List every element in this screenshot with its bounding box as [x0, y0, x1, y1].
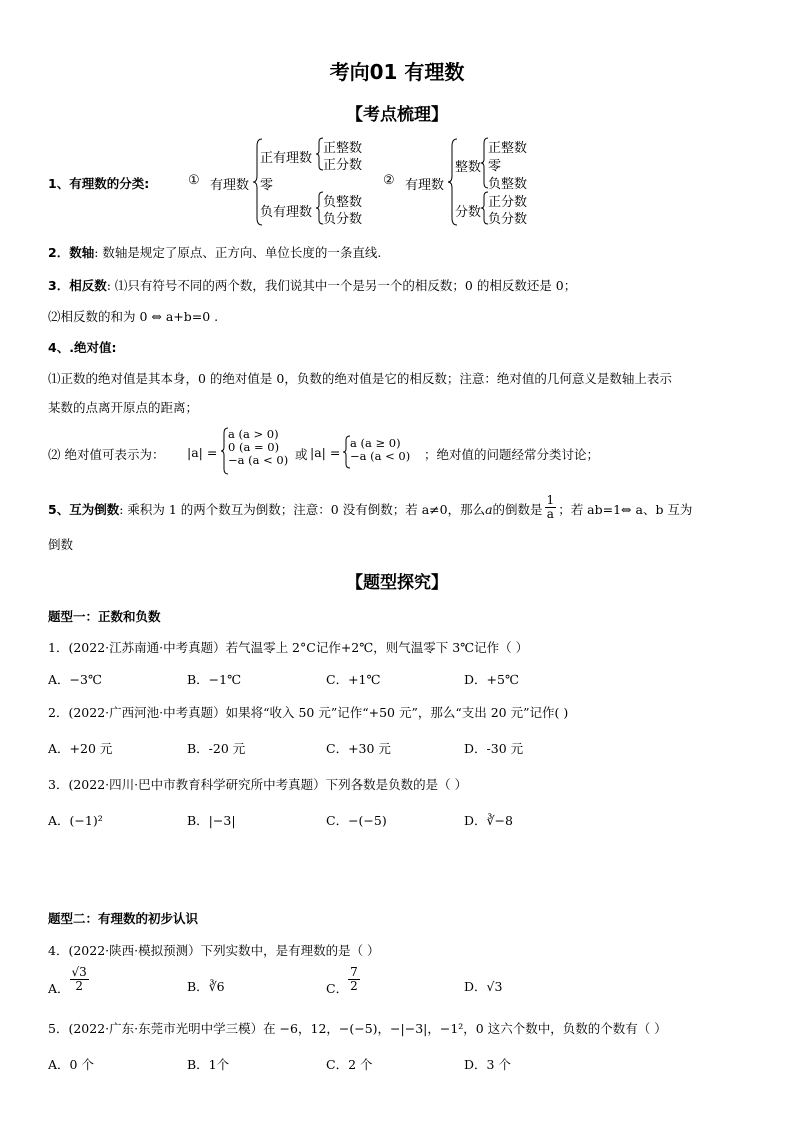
tree1-neg-int: 负整数	[323, 195, 363, 210]
q1-option-b[interactable]: B．−1℃	[187, 672, 242, 687]
q2-option-a[interactable]: A．+20 元	[48, 741, 113, 756]
q4-option-c-fraction	[348, 966, 360, 993]
tree1-pos: 正有理数	[260, 151, 313, 166]
fraction-denominator: a	[546, 507, 554, 521]
item-2-label: 2．数轴	[48, 245, 95, 260]
q2-option-d[interactable]: D．-30 元	[464, 741, 524, 756]
tree1-neg: 负有理数	[260, 205, 313, 220]
q4-option-a[interactable]	[48, 965, 89, 996]
item-5	[48, 493, 693, 524]
q1-option-a[interactable]: A．−3℃	[48, 672, 102, 687]
q4-option-c[interactable]	[326, 965, 360, 996]
item-4-line1: ⑴正数的绝对值是其本身，0 的绝对值是 0，负数的绝对值是它的相反数；注意：绝对值的几何意义是数轴上表示	[48, 371, 672, 386]
q2-option-b[interactable]: B．-20 元	[187, 741, 246, 756]
type2-title: 题型二：有理数的初步认识	[48, 911, 199, 926]
item-4-line3-post: ；绝对值的问题经常分类讨论；	[424, 447, 600, 462]
q4-option-a-label: A．	[48, 981, 70, 996]
tree2-root: 有理数	[405, 178, 445, 193]
q3-option-c[interactable]: C．−(−5)	[326, 813, 387, 828]
tree2-pos-int: 正整数	[488, 141, 528, 156]
fraction-numerator: 1	[546, 493, 555, 507]
tree2-neg-int: 负整数	[488, 177, 528, 192]
case1-row-2: 0 (a = 0)	[228, 440, 280, 454]
abs-a-1: |a| =	[187, 445, 218, 460]
tree1-pos-int: 正整数	[323, 141, 363, 156]
case1-row-3: −a (a < 0)	[228, 453, 289, 467]
q5-option-c[interactable]: C．2 个	[326, 1057, 373, 1072]
q3-stem: 3．(2022·四川·巴中市教育科学研究所中考真题）下列各数是负数的是（ ）	[48, 777, 468, 792]
q4-option-a-den: 2	[75, 979, 83, 993]
type1-title: 题型一：正数和负数	[48, 609, 161, 624]
q4-stem: 4．(2022·陕西·模拟预测）下列实数中，是有理数的是（ ）	[48, 943, 380, 958]
q3-option-a[interactable]: A．(−1)²	[48, 813, 103, 828]
item-5-text-c: ；若 ab=1⇔ a、b 互为	[558, 502, 693, 517]
case1-list	[228, 428, 288, 467]
tree1-neg-frac: 负分数	[323, 212, 363, 227]
case2-list	[350, 437, 410, 463]
circle-one: ①	[188, 173, 200, 188]
item-4-label: 4、.绝对值:	[48, 340, 117, 355]
tree2-neg-frac: 负分数	[488, 212, 528, 227]
item-1-label: 1、有理数的分类:	[48, 176, 150, 191]
item-5-line2: 倒数	[48, 537, 74, 552]
q4-option-b[interactable]: B．∛6	[187, 979, 225, 994]
item-4-line3-pre: ⑵ 绝对值可表示为：	[48, 447, 165, 462]
tree2-pos-frac: 正分数	[488, 195, 528, 210]
q4-option-a-fraction	[70, 966, 89, 993]
item-3-line2: ⑵相反数的和为 0 ⇔ a+b=0 .	[48, 309, 219, 324]
tree2-int: 整数	[455, 160, 482, 175]
q4-option-c-label: C．	[326, 981, 349, 996]
tree1-zero: 零	[260, 178, 274, 193]
section-heading-review: 【考点梳理】	[346, 105, 448, 125]
q5-option-a[interactable]: A．0 个	[48, 1057, 94, 1072]
tree2-zero: 零	[488, 159, 502, 174]
abs-a-2: |a| =	[310, 445, 341, 460]
item-3-text: : ⑴只有符号不同的两个数，我们说其中一个是另一个的相反数；0 的相反数还是 0；	[106, 278, 577, 293]
q2-stem: 2．(2022·广西河池·中考真题）如果将“收入 50 元”记作“+50 元”，那么“支出 20 元”记作( )	[48, 705, 569, 720]
q4-option-c-num: 7	[350, 965, 358, 979]
tree1-root: 有理数	[210, 178, 250, 193]
item-3-label: 3．相反数	[48, 278, 107, 293]
case2-row-2: −a (a < 0)	[350, 449, 411, 463]
case1-row-1: a (a > 0)	[228, 427, 279, 441]
item-2-text: : 数轴是规定了原点、正方向、单位长度的一条直线.	[94, 245, 382, 260]
q1-option-d[interactable]: D．+5℃	[464, 672, 519, 687]
q3-option-d[interactable]: D．∛−8	[464, 813, 513, 828]
circle-two: ②	[383, 173, 395, 188]
case2-row-1: a (a ≥ 0)	[350, 436, 401, 450]
item-5-label: 5、互为倒数	[48, 502, 120, 517]
item-3	[48, 276, 576, 294]
q3-option-b[interactable]: B．|−3|	[187, 813, 236, 828]
section-heading-practice: 【题型探究】	[346, 573, 448, 593]
item-5-text: : 乘积为 1 的两个数互为倒数；注意：0 没有倒数；若 a≠0，那么	[119, 502, 486, 517]
q5-option-d[interactable]: D．3 个	[464, 1057, 511, 1072]
item-4-line2: 某数的点离开原点的距离；	[48, 400, 199, 415]
q4-option-a-num: √3	[71, 965, 87, 979]
tree1-pos-frac: 正分数	[323, 158, 363, 173]
q2-option-c[interactable]: C．+30 元	[326, 741, 391, 756]
or-text: 或	[295, 447, 308, 462]
q4-option-c-den: 2	[350, 979, 358, 993]
item-2	[48, 243, 381, 261]
tree2-frac: 分数	[455, 205, 482, 220]
q1-stem: 1．(2022·江苏南通·中考真题）若气温零上 2°C记作+2℃，则气温零下 3℃记作（ ）	[48, 640, 529, 655]
item-5-text-b: 的倒数是	[492, 502, 543, 517]
q5-stem: 5．(2022·广东·东莞市光明中学三模）在 −6，12，−(−5)，−|−3|，−1²，0 这六个数中，负数的个数有（ ）	[48, 1021, 667, 1036]
item-5-a: a	[485, 502, 493, 517]
q1-option-c[interactable]: C．+1℃	[326, 672, 381, 687]
q4-option-d[interactable]: D．√3	[464, 979, 503, 994]
q5-option-b[interactable]: B．1个	[187, 1057, 230, 1072]
reciprocal-fraction	[545, 494, 557, 521]
page-title: 考向01 有理数	[329, 60, 465, 84]
